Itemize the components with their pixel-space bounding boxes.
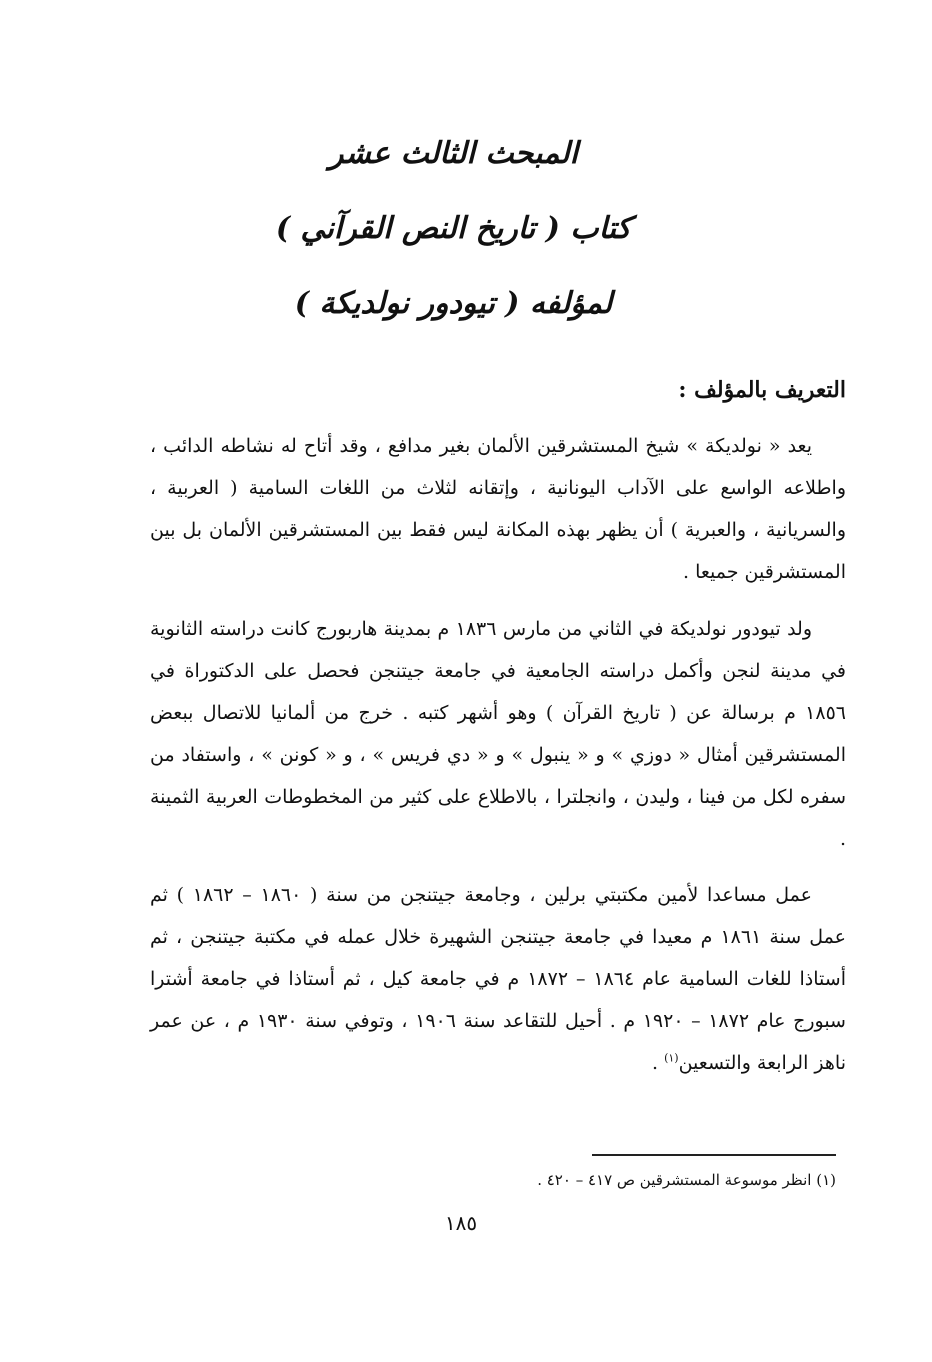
page-number: ١٨٥ (444, 1211, 478, 1235)
paragraph-career-text: عمل مساعدا لأمين مكتبتي برلين ، وجامعة جيتنجن من سنة ( ١٨٦٠ – ١٨٦٢ ) ثم عمل سنة ١٨٦١ م معيدا في جامعة جيتنجن الشهيرة خلال عمله في مكتبة جيتنجن ، ثم أستاذا للغات السامية عام ١٨٦٤ – ١٨٧٢ م في جامعة كيل ، ثم أستاذا في جامعة أشترا سبورج عام ١٨٧٢ – ١٩٢٠ م . أحيل للتقاعد سنة ١٩٠٦ ، وتوفي سنة ١٩٣٠ م ، عن عمر ناهز الرابعة والتسعين (150, 884, 846, 1074)
chapter-heading: المبحث الثالث عشر (328, 136, 579, 171)
paragraph-career-end: . (651, 1052, 665, 1074)
paragraph-intro: يعد « نولديكة » شيخ المستشرقين الألمان بغير مدافع ، وقد أتاح له نشاطه الدائب ، واطلاعه الواسع على الآداب اليونانية ، وإتقانه لثلاث من اللغات السامية ( العربية ، والسريانية ، والعبرية ) أن يظهر بهذه المكانة ليس فقط بين المستشرقين الألمان بل بين المستشرقين جميعا . (150, 435, 846, 583)
paragraph-biography: ولد تيودور نولديكة في الثاني من مارس ١٨٣٦ م بمدينة هاربورج كانت دراسته الثانوية في مدينة لنجن وأكمل دراسته الجامعية في جامعة جيتنجن فحصل على الدكتوراة في ١٨٥٦ م برسالة عن ( تاريخ القرآن ) وهو أشهر كتبه . خرج من ألمانيا للاتصال ببعض المستشرقين أمثال « دوزي » و « ينبول » و « دي فريس » ، و « كونن » ، واستفاد من سفره لكل من فينا ، وليدن ، وانجلترا ، بالاطلاع على كثير من المخطوطات العربية الثمينة . (150, 618, 846, 850)
footnote-divider (592, 1154, 836, 1156)
footnote-marker[interactable]: (١) (664, 1051, 679, 1065)
book-title-heading: كتاب ( تاريخ النص القرآني ) (275, 211, 632, 246)
section-title: التعريف بالمؤلف : (678, 377, 846, 403)
paragraph-career (150, 874, 846, 1084)
author-heading: لمؤلفه ( تيودور نولديكة ) (294, 286, 613, 321)
footnote: (١) انظر موسوعة المستشرقين ص ٤١٧ – ٤٢٠ . (537, 1171, 836, 1189)
